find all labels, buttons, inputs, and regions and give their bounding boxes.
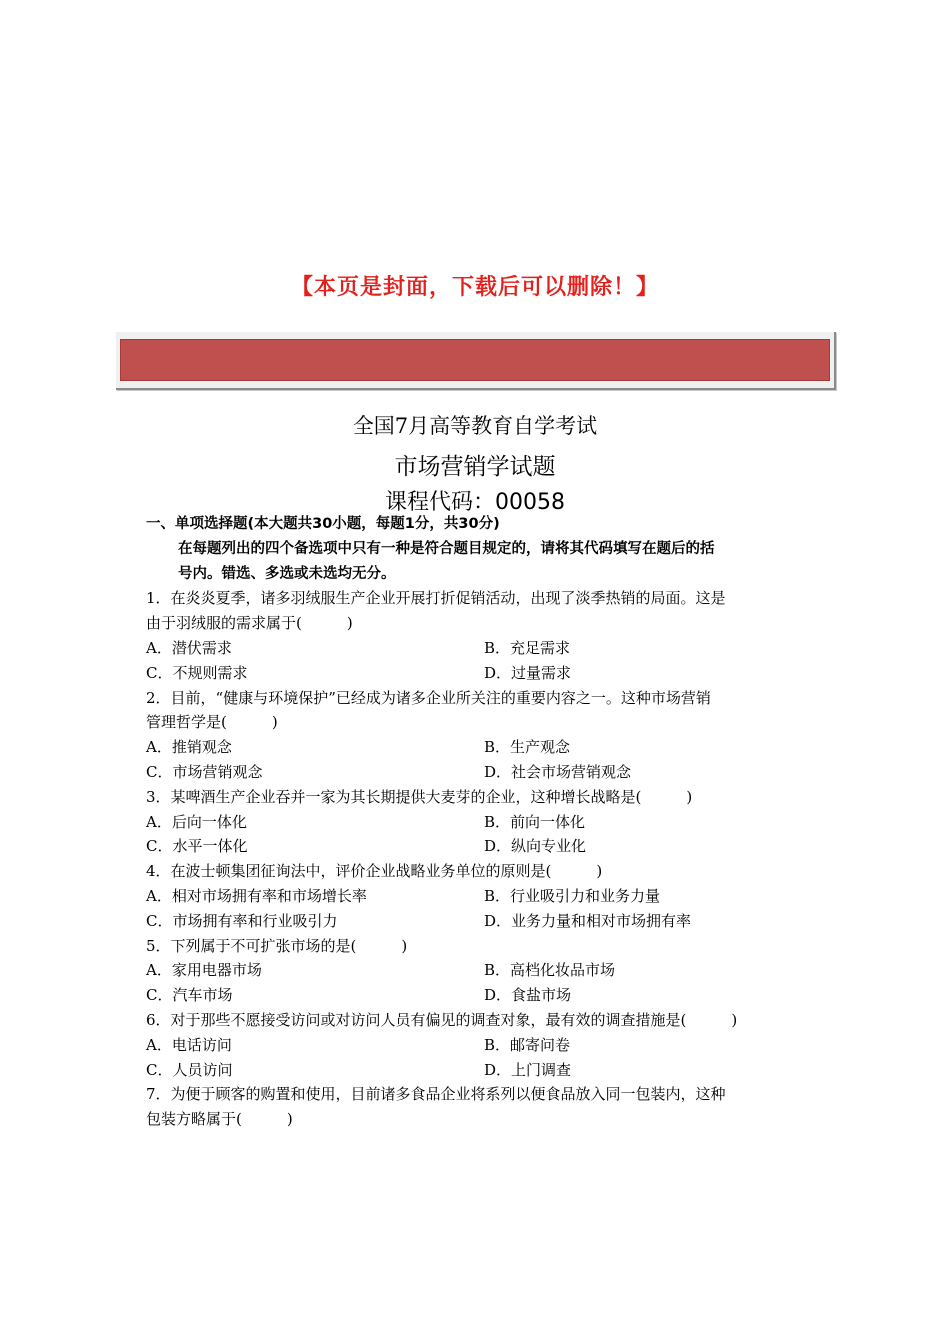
option-d: D．业务力量和相对市场拥有率 (484, 911, 692, 930)
option-row (146, 636, 808, 661)
option-b: B．高档化妆品市场 (484, 961, 616, 980)
question-7 (146, 1082, 808, 1132)
option-row (146, 958, 808, 983)
question-5 (146, 934, 808, 1008)
option-d: D．食盐市场 (484, 986, 572, 1005)
option-row (146, 1058, 808, 1083)
option-a: A．推销观念 (146, 738, 232, 757)
question-stem: 7．为便于顾客的购置和使用，目前诸多食品企业将系列以便食品放入同一包装内，这种 (146, 1085, 726, 1104)
instruction-line: 号内。错选、多选或未选均无分。 (178, 565, 396, 582)
cover-note: 【本页是封面，下载后可以删除！】 (290, 275, 659, 300)
option-c: C．人员访问 (146, 1060, 233, 1079)
banner-bar (120, 339, 830, 381)
decorative-banner (116, 332, 836, 390)
option-row (146, 810, 808, 835)
option-row (146, 735, 808, 760)
option-row (146, 909, 808, 934)
question-stem: 包装方略属于( ) (146, 1110, 293, 1129)
option-c: C．水平一体化 (146, 837, 248, 856)
option-b: B．生产观念 (484, 738, 571, 757)
question-1 (146, 586, 808, 685)
exam-content (146, 512, 808, 1132)
option-d: D．上门调查 (484, 1060, 572, 1079)
question-3 (146, 785, 808, 859)
option-b: B．行业吸引力和业务力量 (484, 886, 661, 905)
option-b: B．充足需求 (484, 638, 571, 657)
question-stem: 管理哲学是( ) (146, 713, 278, 732)
option-a: A．后向一体化 (146, 812, 247, 831)
question-4 (146, 859, 808, 933)
question-stem: 由于羽绒服的需求属于( ) (146, 614, 353, 633)
exam-title: 全国7月高等教育自学考试 (352, 414, 598, 438)
option-a: A．电话访问 (146, 1035, 232, 1054)
option-a: A．家用电器市场 (146, 961, 262, 980)
option-row (146, 760, 808, 785)
question-stem: 1．在炎炎夏季，诸多羽绒服生产企业开展打折促销活动，出现了淡季热销的局面。这是 (146, 589, 726, 608)
question-stem: 3．某啤酒生产企业吞并一家为其长期提供大麦芽的企业，这种增长战略是( ) (146, 787, 693, 806)
option-c: C．市场营销观念 (146, 762, 263, 781)
instruction-line: 在每题列出的四个备选项中只有一种是符合题目规定的，请将其代码填写在题后的括 (178, 540, 715, 557)
option-row (146, 1033, 808, 1058)
question-stem: 4．在波士顿集团征询法中，评价企业战略业务单位的原则是( ) (146, 862, 603, 881)
option-row (146, 834, 808, 859)
question-stem: 2．目前，“健康与环境保护”已经成为诸多企业所关注的重要内容之一。这种市场营销 (146, 688, 711, 707)
option-a: A．相对市场拥有率和市场增长率 (146, 886, 367, 905)
option-d: D．纵向专业化 (484, 837, 587, 856)
option-c: C．不规则需求 (146, 663, 248, 682)
option-c: C．汽车市场 (146, 986, 233, 1005)
section-heading: 一、单项选择题(本大题共30小题，每题1分，共30分) (146, 516, 500, 532)
option-b: B．前向一体化 (484, 812, 586, 831)
option-d: D．过量需求 (484, 663, 572, 682)
question-2 (146, 686, 808, 785)
option-a: A．潜伏需求 (146, 638, 232, 657)
question-stem: 6．对于那些不愿接受访问或对访问人员有偏见的调查对象，最有效的调查措施是( ) (146, 1010, 738, 1029)
course-code: 课程代码：00058 (385, 490, 565, 515)
option-row (146, 983, 808, 1008)
question-6 (146, 1008, 808, 1082)
question-stem: 5．下列属于不可扩张市场的是( ) (146, 936, 408, 955)
option-row (146, 661, 808, 686)
option-row (146, 884, 808, 909)
option-b: B．邮寄问卷 (484, 1035, 571, 1054)
option-c: C．市场拥有率和行业吸引力 (146, 911, 338, 930)
option-d: D．社会市场营销观念 (484, 762, 632, 781)
subject-title: 市场营销学试题 (394, 454, 556, 480)
